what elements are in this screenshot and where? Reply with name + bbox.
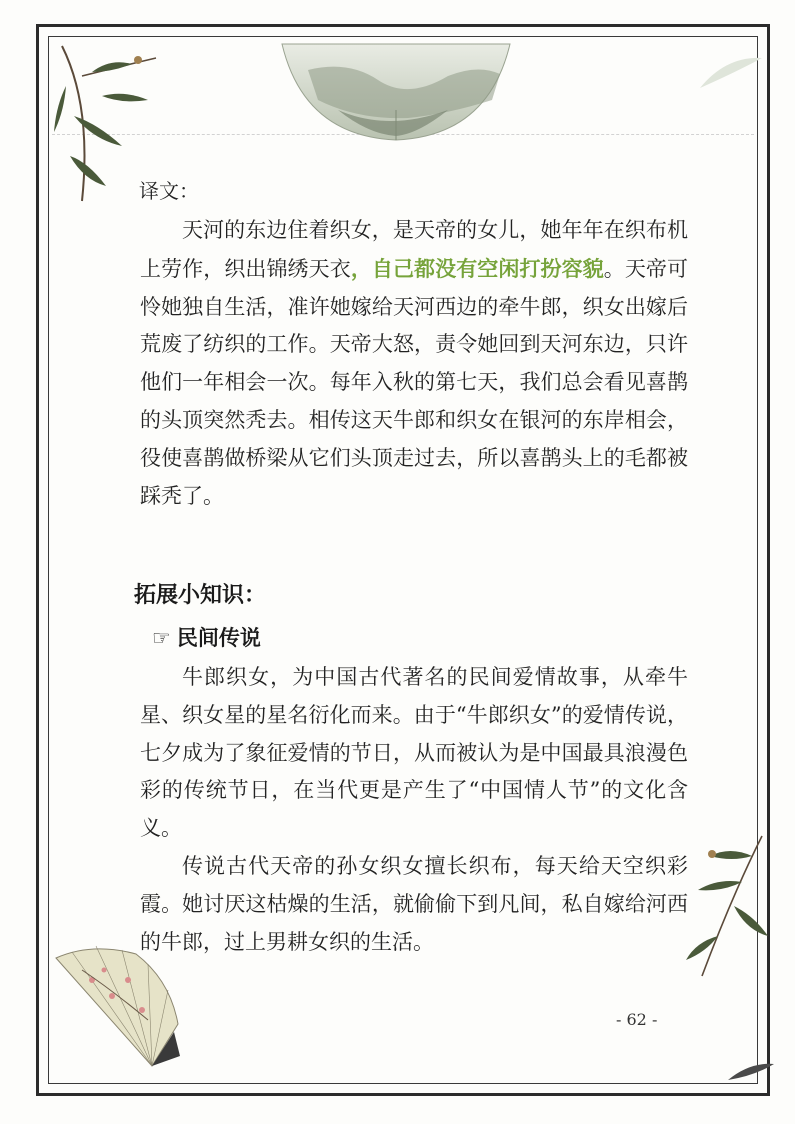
- leaf-icon: [726, 1060, 776, 1084]
- translation-paragraph: [140, 212, 688, 515]
- bamboo-branch-icon: [682, 826, 772, 986]
- landscape-fan-icon: [278, 40, 514, 150]
- translation-text-before: 天河的东边住着织女，是天帝的女儿，她年年在织布机上劳作，织出锦绣天衣: [140, 218, 688, 281]
- translation-label: 译文：: [139, 179, 199, 203]
- translation-text-after: 。天帝可怜她独自生活，准许她嫁给天河西边的牵牛郎，织女出嫁后荒废了纺织的工作。天帝大怒，责令她回到天河东边，只许他们一年相会一次。每年入秋的第七天，我们总会看见喜鹊的头顶突然秃去。相传这天牛郎和织女在银河的东岸相会，役使喜鹊做桥梁从它们头顶走过去，所以喜鹊头上的毛都被踩秃了。: [140, 256, 689, 508]
- page-number: - 62 -: [616, 1010, 658, 1029]
- folk-legend-subtitle: [152, 622, 261, 652]
- leaf-icon: [696, 52, 766, 92]
- pointing-hand-icon: ☞: [152, 626, 171, 650]
- subtitle-text: 民间传说: [176, 625, 261, 650]
- translation-highlight: ，自己都没有空闲打扮容貌: [350, 255, 604, 281]
- extension-paragraph-2: 传说古代天帝的孙女织女擅长织布，每天给天空织彩霞。她讨厌这枯燥的生活，就偷偷下到凡间，私自嫁给河西的牛郎，过上男耕女织的生活。: [140, 854, 688, 954]
- extension-title: 拓展小知识：: [134, 582, 267, 608]
- extension-paragraph-1: 牛郎织女，为中国古代著名的民间爱情故事，从牵牛星、织女星的星名衍化而来。由于“牛郎织女”的爱情传说，七夕成为了象征爱情的节日，从而被认为是中国最具浪漫色彩的传统节日，在当代更是产生了“中国情人节”的文化含义。: [140, 665, 688, 841]
